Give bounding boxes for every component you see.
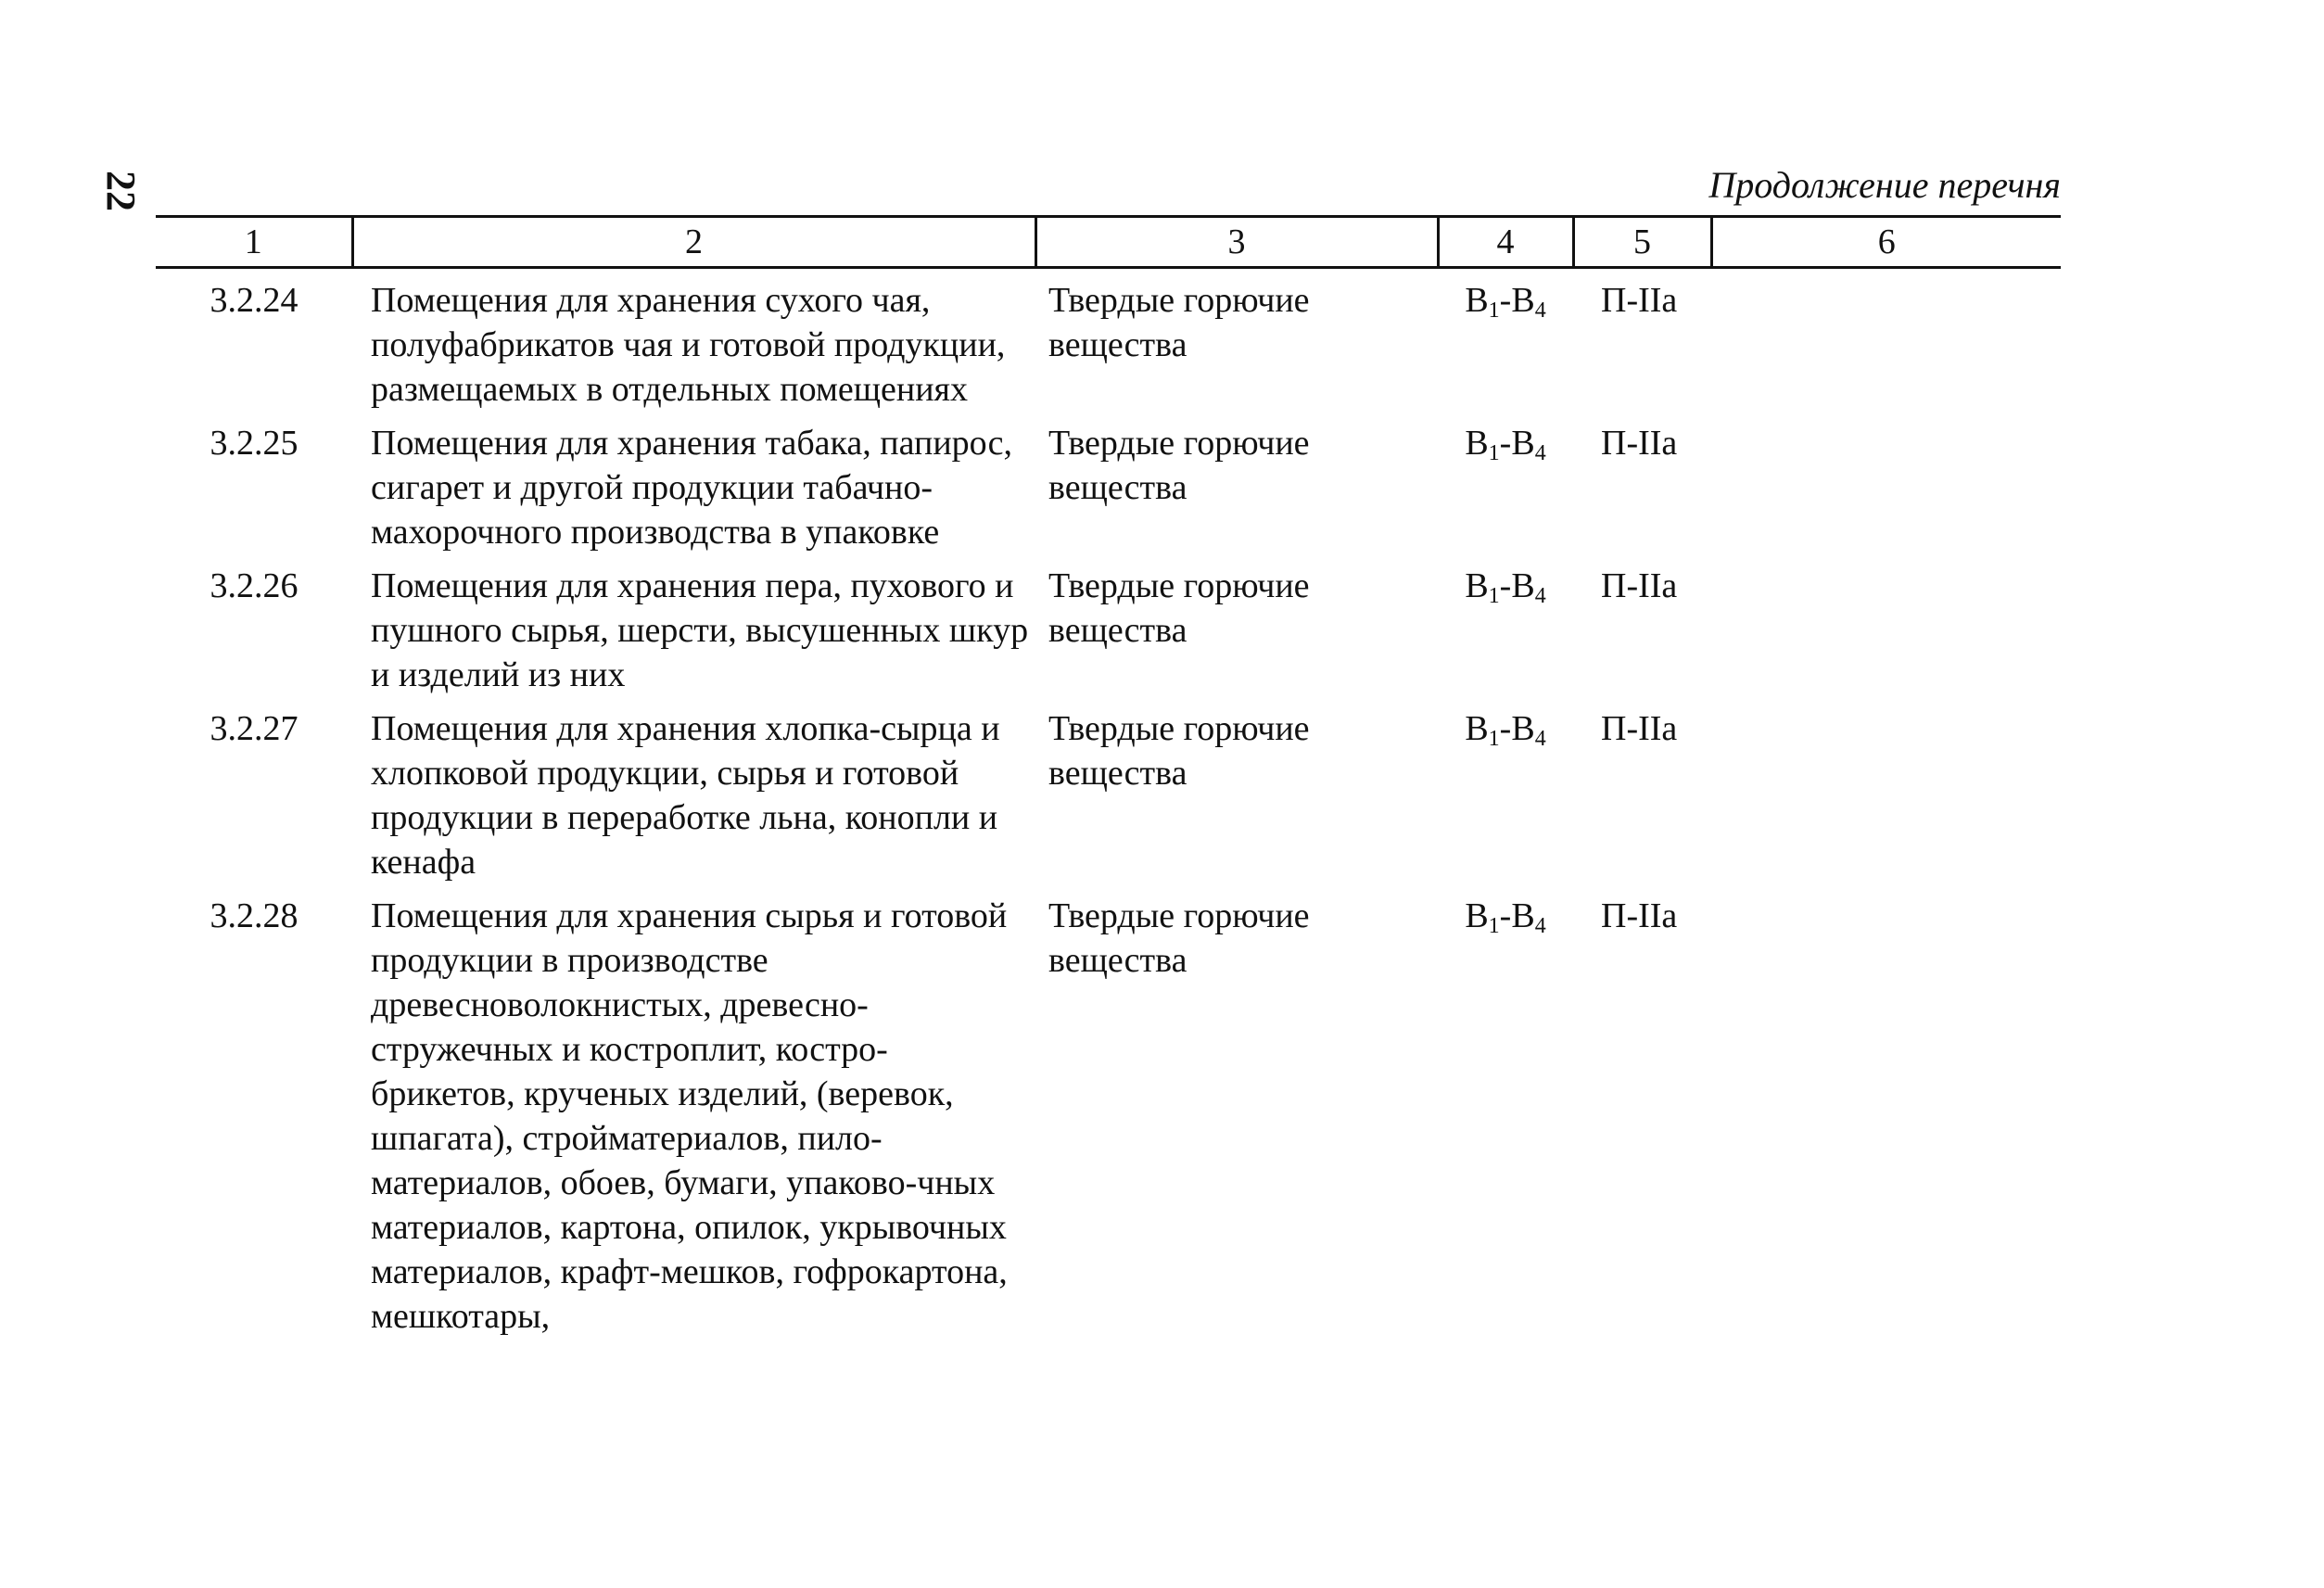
table-row — [156, 706, 2061, 894]
column-header: 2 — [352, 217, 1035, 268]
category-dash: - — [1499, 281, 1512, 320]
fire-category — [1438, 894, 1573, 1348]
category-letter: В — [1511, 424, 1535, 463]
zone-class: П-IIа — [1601, 566, 1678, 605]
category-letter: В — [1511, 566, 1535, 605]
substance-type: Твердые горючие вещества — [1048, 281, 1310, 364]
column-header: 1 — [156, 217, 352, 268]
note-cell — [1711, 894, 2061, 1348]
note-cell — [1711, 421, 2061, 564]
fire-category — [1438, 706, 1573, 894]
category-letter: В — [1511, 709, 1535, 748]
category-subscript: 1 — [1488, 299, 1500, 323]
category-letter: В — [1465, 566, 1489, 605]
substance-type: Твердые горючие вещества — [1048, 709, 1310, 793]
hazard-list-table — [156, 215, 2061, 1348]
category-subscript: 4 — [1534, 727, 1546, 751]
category-subscript: 1 — [1488, 441, 1500, 465]
room-description: Помещения для хранения сырья и готовой продукции в производстве древесноволокнистых, древесно-стружечных и костроплит, костро-брикетов, крученых изделий, (веревок, шпагата), стройматериалов, пило-материалов, обоев, бумаги, упаково-чных материалов, картона, опилок, укрывочных материалов, крафт-мешков, гофрокартона, мешкотары, — [371, 896, 1008, 1336]
item-number: 3.2.26 — [210, 566, 298, 605]
fire-category — [1438, 268, 1573, 422]
item-number: 3.2.24 — [210, 281, 298, 320]
continuation-caption: Продолжение перечня — [1708, 164, 2061, 206]
category-subscript: 1 — [1488, 584, 1500, 608]
room-description: Помещения для хранения сухого чая, полуфабрикатов чая и готовой продукции, размещаемых в отдельных помещениях — [371, 281, 1006, 409]
table-row — [156, 268, 2061, 422]
category-subscript: 1 — [1488, 914, 1500, 938]
zone-class: П-IIа — [1601, 424, 1678, 463]
category-subscript: 4 — [1534, 584, 1546, 608]
category-subscript: 1 — [1488, 727, 1500, 751]
category-letter: В — [1465, 281, 1489, 320]
table-row — [156, 564, 2061, 706]
category-subscript: 4 — [1534, 299, 1546, 323]
category-dash: - — [1499, 424, 1512, 463]
category-letter: В — [1465, 709, 1489, 748]
item-number: 3.2.28 — [210, 896, 298, 935]
category-dash: - — [1499, 896, 1512, 935]
item-number: 3.2.25 — [210, 424, 298, 463]
fire-category — [1438, 564, 1573, 706]
room-description: Помещения для хранения табака, папирос, сигарет и другой продукции табачно-махорочного производства в упаковке — [371, 424, 1012, 552]
zone-class: П-IIа — [1601, 896, 1678, 935]
category-dash: - — [1499, 709, 1512, 748]
category-subscript: 4 — [1534, 914, 1546, 938]
note-cell — [1711, 268, 2061, 422]
column-header: 5 — [1573, 217, 1711, 268]
fire-category — [1438, 421, 1573, 564]
category-subscript: 4 — [1534, 441, 1546, 465]
column-header: 4 — [1438, 217, 1573, 268]
category-letter: В — [1511, 896, 1535, 935]
category-dash: - — [1499, 566, 1512, 605]
substance-type: Твердые горючие вещества — [1048, 424, 1310, 507]
note-cell — [1711, 564, 2061, 706]
column-header: 6 — [1711, 217, 2061, 268]
note-cell — [1711, 706, 2061, 894]
table-header-row — [156, 217, 2061, 268]
zone-class: П-IIа — [1601, 281, 1678, 320]
category-letter: В — [1465, 896, 1489, 935]
room-description: Помещения для хранения пера, пухового и пушного сырья, шерсти, высушенных шкур и изделий из них — [371, 566, 1029, 694]
page-number: 22 — [98, 171, 144, 211]
table-row — [156, 421, 2061, 564]
room-description: Помещения для хранения хлопка-сырца и хлопковой продукции, сырья и готовой продукции в переработке льна, конопли и кенафа — [371, 709, 1000, 882]
category-letter: В — [1511, 281, 1535, 320]
column-header: 3 — [1035, 217, 1438, 268]
item-number: 3.2.27 — [210, 709, 298, 748]
table-row — [156, 894, 2061, 1348]
zone-class: П-IIа — [1601, 709, 1678, 748]
category-letter: В — [1465, 424, 1489, 463]
substance-type: Твердые горючие вещества — [1048, 566, 1310, 650]
substance-type: Твердые горючие вещества — [1048, 896, 1310, 980]
